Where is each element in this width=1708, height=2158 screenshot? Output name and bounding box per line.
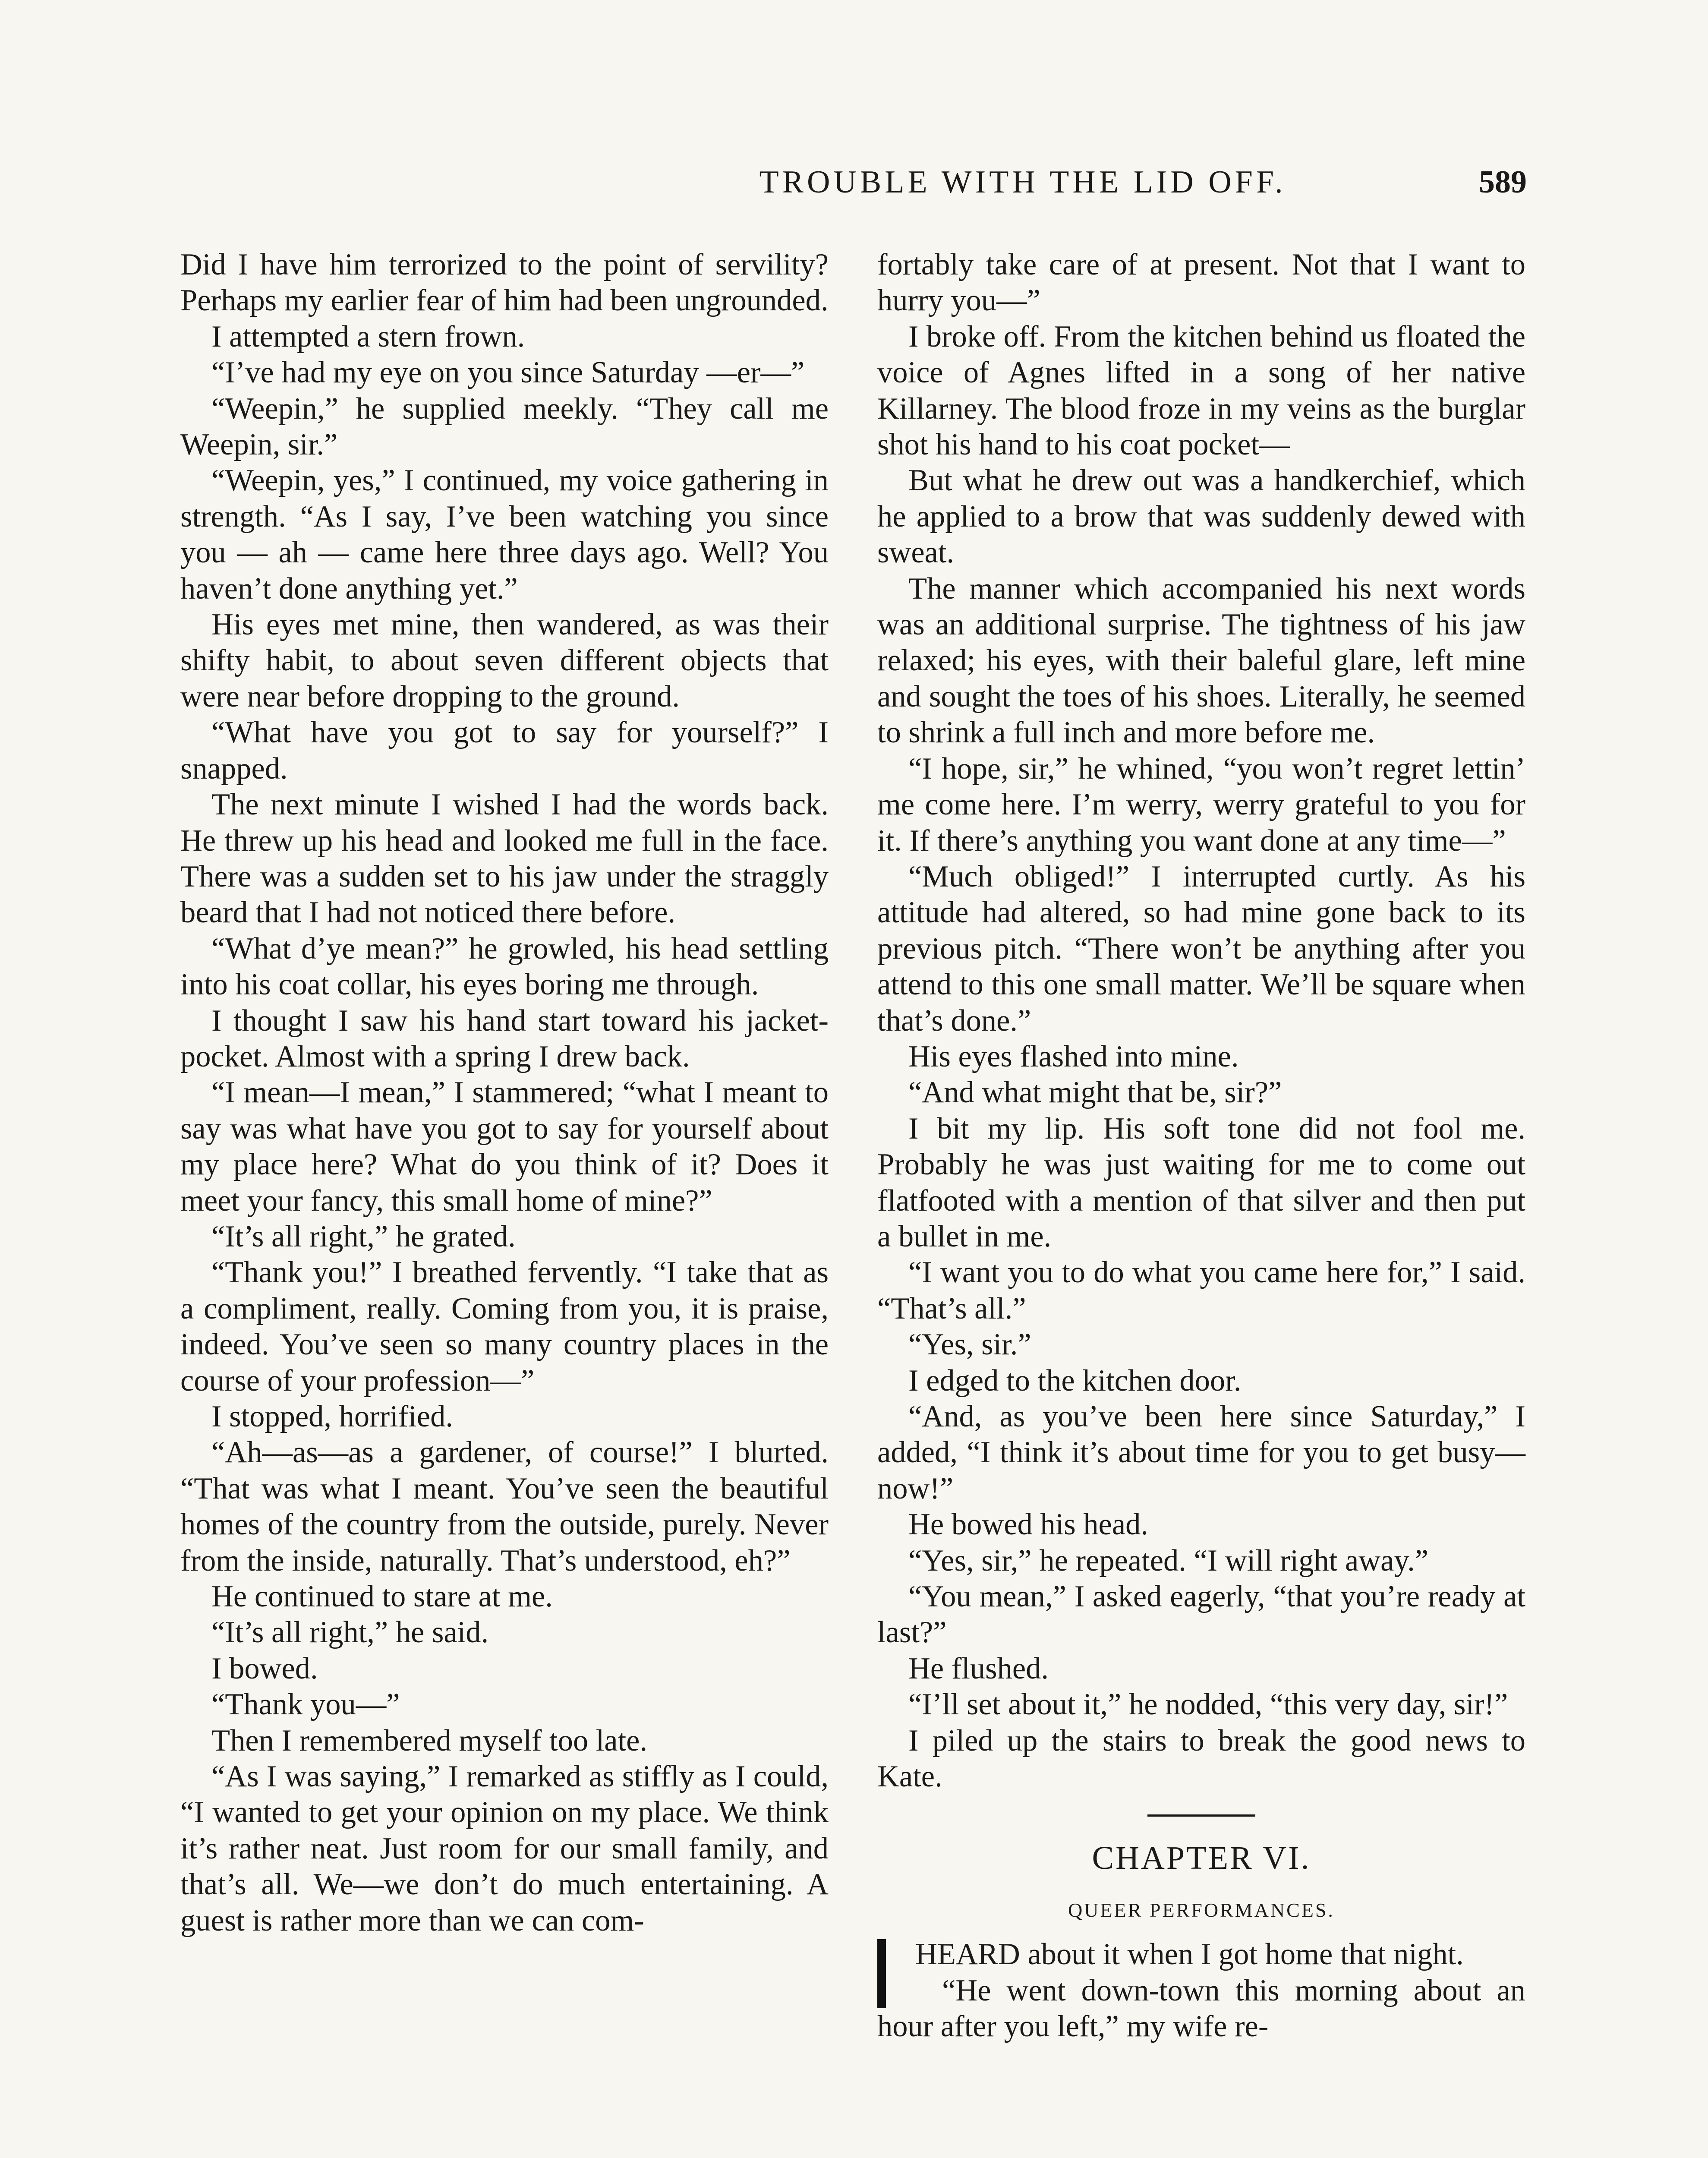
running-title: TROUBLE WITH THE LID OFF.: [759, 164, 1286, 200]
paragraph: “Weepin, yes,” I continued, my voice gathering in strength. “As I say, I’ve been watching you since you — ah — came here three days ago. Well? You haven’t done anything yet.”: [180, 464, 829, 606]
paragraph: fortably take care of at present. Not that I want to hurry you—”: [877, 248, 1525, 318]
chapter-opening: [877, 1937, 1525, 1972]
paragraph: “What have you got to say for yourself?” I snapped.: [180, 716, 829, 786]
right-column: [877, 247, 1525, 2045]
paragraph: The manner which accompanied his next words was an additional surprise. The tightness of his jaw relaxed; his eyes, with their baleful glare, left mine and sought the toes of his shoes. Literally, he seemed to shrink a full inch and more before me.: [877, 571, 1525, 750]
paragraph: He bowed his head.: [908, 1508, 1149, 1542]
paragraph: I thought I saw his hand start toward his jacket-pocket. Almost with a spring I drew back.: [180, 1003, 829, 1073]
paragraph: I bowed.: [211, 1651, 318, 1685]
paragraph: “You mean,” I asked eagerly, “that you’re ready at last?”: [877, 1580, 1525, 1650]
paragraph: But what he drew out was a handkerchief, which he applied to a brow that was suddenly dewed with sweat.: [877, 464, 1525, 570]
left-column: [180, 247, 829, 1939]
paragraph: “Weepin,” he supplied meekly. “They call me Weepin, sir.”: [180, 391, 829, 462]
page-number: 589: [1479, 164, 1527, 200]
paragraph: “I’ll set about it,” he nodded, “this very day, sir!”: [908, 1688, 1508, 1722]
paragraph: He continued to stare at me.: [211, 1580, 553, 1614]
paragraph: “I want you to do what you came here for,” I said. “That’s all.”: [877, 1256, 1525, 1325]
paragraph: I edged to the kitchen door.: [908, 1363, 1242, 1398]
paragraph: I bit my lip. His soft tone did not fool me. Probably he was just waiting for me to come out flatfooted with a mention of that silver and then put a bullet in me.: [877, 1111, 1525, 1253]
paragraph: “Thank you—”: [211, 1688, 400, 1722]
paragraph: I attempted a stern frown.: [211, 319, 525, 353]
paragraph: The next minute I wished I had the words back. He threw up his head and looked me full in the face. There was a sudden set to his jaw under the straggly beard that I had not noticed there before.: [180, 788, 829, 930]
paragraph: “Yes, sir,” he repeated. “I will right away.”: [908, 1543, 1429, 1577]
paragraph: “He went down-town this morning about an hour after you left,” my wife re-: [877, 1973, 1525, 2044]
paragraph: I piled up the stairs to break the good news to Kate.: [877, 1723, 1525, 1794]
paragraph: “I mean—I mean,” I stammered; “what I meant to say was what have you got to say for yourself about my place here? What do you think of it? Does it meet your fancy, this small home of mine?”: [180, 1076, 829, 1218]
drop-cap-letter-i: [877, 1939, 886, 2008]
paragraph: “Ah—as—as a gardener, of course!” I blurted. “That was what I meant. You’ve seen the beautiful homes of the country from the outside, purely. Never from the inside, naturally. That’s understood, eh?”: [180, 1436, 829, 1577]
paragraph: “And, as you’ve been here since Saturday,” I added, “I think it’s about time for you to get busy—now!”: [877, 1400, 1525, 1505]
paragraph: “I’ve had my eye on you since Saturday —er—”: [211, 356, 805, 390]
paragraph: “As I was saying,” I remarked as stiffly as I could, “I wanted to get your opinion on my place. We think it’s rather neat. Just room for our small family, and that’s all. We—we don’t do much entertaining. A guest is rather more than we can com-: [180, 1760, 829, 1937]
paragraph: I stopped, horrified.: [211, 1400, 453, 1433]
paragraph: I broke off. From the kitchen behind us floated the voice of Agnes lifted in a song of her native Killarney. The blood froze in my veins as the burglar shot his hand to his coat pocket—: [877, 319, 1525, 462]
paragraph: “Yes, sir.”: [908, 1328, 1031, 1362]
chapter-subtitle: QUEER PERFORMANCES.: [1068, 1899, 1335, 1921]
paragraph: He flushed.: [908, 1651, 1049, 1685]
paragraph: “It’s all right,” he said.: [211, 1615, 489, 1650]
paragraph: “I hope, sir,” he whined, “you won’t regret lettin’ me come here. I’m werry, werry grateful to you for it. If there’s anything you want done at any time—”: [877, 751, 1525, 858]
paragraph: “Thank you!” I breathed fervently. “I take that as a compliment, really. Coming from you, it is praise, indeed. You’ve seen so many country places in the course of your profession—”: [180, 1256, 829, 1398]
opening-line: HEARD about it when I got home that night.: [915, 1937, 1464, 1972]
section-divider: [1147, 1814, 1255, 1817]
paragraph: “Much obliged!” I interrupted curtly. As his attitude had altered, so had mine gone back to its previous pitch. “There won’t be anything after you attend to this one small matter. We’ll be square when that’s done.”: [877, 859, 1525, 1038]
paragraph: Did I have him terrorized to the point of servility? Perhaps my earlier fear of him had been ungrounded.: [180, 248, 829, 318]
paragraph: “It’s all right,” he grated.: [211, 1219, 516, 1253]
paragraph: His eyes met mine, then wandered, as was their shifty habit, to about seven different objects that were near before dropping to the ground.: [180, 608, 829, 713]
chapter-title: CHAPTER VI.: [1092, 1840, 1311, 1877]
paragraph: “And what might that be, sir?”: [908, 1076, 1282, 1110]
paragraph: Then I remembered myself too late.: [211, 1723, 648, 1757]
paragraph: His eyes flashed into mine.: [908, 1039, 1239, 1073]
paragraph: “What d’ye mean?” he growled, his head settling into his coat collar, his eyes boring me through.: [180, 931, 829, 1002]
